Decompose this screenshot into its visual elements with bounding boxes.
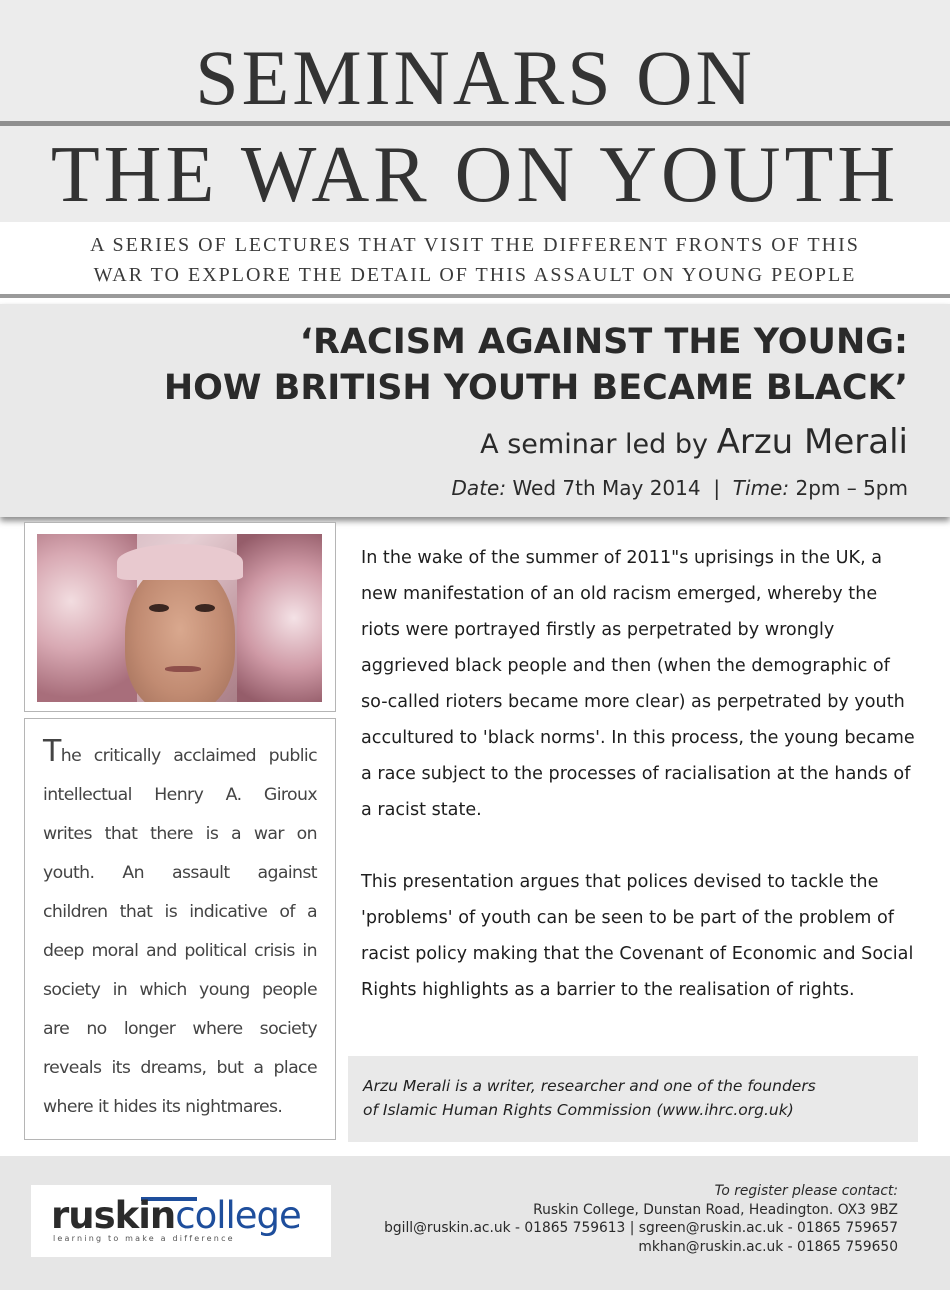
series-subtitle-line2: WAR TO EXPLORE THE DETAIL OF THIS ASSAULT ON YOUNG PEOPLE — [93, 264, 857, 286]
series-subtitle-line1: A SERIES OF LECTURES THAT VISIT THE DIFFERENT FRONTS OF THIS — [90, 234, 860, 256]
contact-emails-line1: bgill@ruskin.ac.uk - 01865 759613 | sgreen@ruskin.ac.uk - 01865 759657 — [384, 1220, 898, 1236]
registration-contact — [384, 1182, 898, 1256]
ruskin-college-logo — [31, 1185, 331, 1257]
date-label: Date: — [451, 476, 507, 500]
time-value: 2pm – 5pm — [795, 476, 908, 500]
giroux-quote — [43, 734, 317, 1127]
time-label: Time: — [732, 476, 790, 500]
description-paragraph-1: In the wake of the summer of 2011"s uprisings in the UK, a new manifestation of an old racism emerged, whereby the riots were portrayed firstly as perpetrated by wrongly aggrieved black people and then (when the demographic of so-called rioters became more clear) as perpetrated by youth accultured to 'black norms'. In this process, the young became a race subject to the processes of racialisation at the hands of a racist state. — [361, 548, 915, 820]
series-subtitle — [0, 230, 950, 290]
subtitle-divider — [0, 294, 950, 298]
photo-scarf-right — [237, 534, 322, 702]
contact-lead: To register please contact: — [714, 1183, 898, 1199]
seminar-datetime — [452, 476, 908, 500]
photo-headscarf-top — [117, 544, 243, 580]
giroux-quote-box — [24, 718, 336, 1140]
photo-eye-right — [195, 604, 215, 612]
speaker-bio — [363, 1074, 904, 1122]
photo-mouth — [165, 666, 201, 672]
quote-drop-letter: T — [43, 734, 61, 769]
speaker-bio-line2: of Islamic Human Rights Commission (www.ihrc.org.uk) — [363, 1101, 794, 1119]
seminar-title-line1: ‘RACISM AGAINST THE YOUNG: — [299, 322, 908, 362]
series-title-line2: THE WAR ON YOUTH — [50, 131, 900, 219]
speaker-photo — [37, 534, 322, 702]
seminar-banner — [0, 304, 950, 517]
speaker-bio-box — [348, 1056, 918, 1142]
date-value: Wed 7th May 2014 — [512, 476, 701, 500]
description-paragraph-2: This presentation argues that polices devised to tackle the 'problems' of youth can be seen to be part of the problem of racist policy making that the Covenant of Economic and Social Rights highlights as a barrier to the realisation of rights. — [361, 872, 914, 1000]
seminar-title-line2: HOW BRITISH YOUTH BECAME BLACK’ — [163, 368, 908, 408]
speaker-name: Arzu Merali — [716, 422, 908, 462]
datetime-separator: | — [713, 476, 721, 500]
logo-word-college: college — [175, 1194, 301, 1237]
photo-face — [125, 562, 235, 702]
contact-emails-line2: mkhan@ruskin.ac.uk - 01865 759650 — [638, 1238, 898, 1255]
logo-wordmark — [51, 1195, 301, 1237]
led-by-label: A seminar led by — [480, 429, 708, 460]
logo-word-ruskin: ruskin — [51, 1194, 176, 1237]
speaker-photo-frame — [24, 522, 336, 712]
logo-tagline: learning to make a difference — [53, 1234, 235, 1243]
photo-eye-left — [149, 604, 169, 612]
seminar-description — [361, 540, 921, 1008]
speaker-bio-line1: Arzu Merali is a writer, researcher and one of the founders — [363, 1077, 816, 1095]
contact-address: Ruskin College, Dunstan Road, Headington. OX3 9BZ — [533, 1201, 898, 1218]
seminar-led-by — [480, 422, 908, 462]
quote-text: he critically acclaimed public intellectual Henry A. Giroux writes that there is a war on youth. An assault against children that is indicative of a deep moral and political crisis in society in which young people are no longer where society reveals its dreams, but a place where it hides its nightmares. — [43, 746, 317, 1117]
series-title-line1: SEMINARS ON — [195, 34, 755, 121]
